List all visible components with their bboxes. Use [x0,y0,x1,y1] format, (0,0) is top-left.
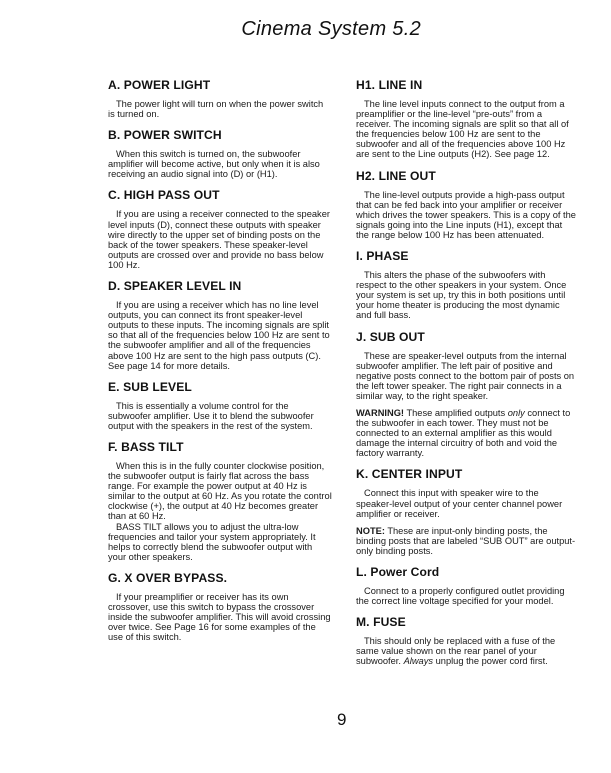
section-text: The line level inputs connect to the output from a preamplifier or the line-level “pre-outs” from a receiver. The incoming signals are split so that all of the frequencies below 100 Hz are sent to the subwoofer and all of the frequencies above 100 Hz are sent to the Line outputs (H2). See page 12. [356,99,569,160]
page-number: 9 [337,710,347,729]
section-text: The line-level outputs provide a high-pass output that can be fed back into your amplifier or receiver which drives the tower speakers. This is a copy of the signals going into the Line inputs (H1), except that the range below 100 Hz has been attenuated. [356,189,576,240]
section-heading: H2. LINE OUT [356,168,436,183]
section-text: If you are using a receiver which has no line level outputs, you can connect its front speaker-level outputs to these inputs. The incoming signals are split so that all of the frequencies below 100 Hz are sent to the subwoofer amplifier and all of the frequencies above 100 Hz are sent to the high pass outputs (C). See page 14 for more details. [108,300,330,371]
section-speaker-level-in [108,279,332,371]
section-heading: H1. LINE IN [356,78,423,92]
note-text: NOTE: These are input-only binding posts, the binding posts that are labeled “SUB OUT” are output-only binding posts. [356,525,576,556]
section-text: Connect to a properly configured outlet providing the correct line voltage specified for your model. [356,586,565,607]
section-power-light [108,78,332,119]
section-bass-tilt [108,440,332,562]
section-heading: L. Power Cord [356,565,440,579]
section-x-over-bypass [108,571,332,642]
section-line-in [356,78,577,160]
section-heading: M. FUSE [356,615,406,630]
section-text: These are speaker-level outputs from the internal subwoofer amplifier. The left pair of positive and negative posts connect to the bottom pair of posts on the left tower speaker. The right pair connects in a similar way, to the right speaker. [356,350,575,401]
section-line-out [356,169,577,240]
section-sub-level [108,380,332,431]
section-text: When this is in the fully counter clockwise position, the subwoofer output is fairly flat across the bass range. For example the power output at 40 Hz is similar to the output at 60 Hz. As you rotate the control clockwise (+), the output at 40 Hz becomes greater than at 60 Hz. [108,460,332,522]
section-heading: C. HIGH PASS OUT [108,188,220,203]
section-power-cord [356,565,577,606]
warning-label: WARNING! [356,407,405,418]
note-label: NOTE: [356,525,385,536]
section-text: This is essentially a volume control for the subwoofer amplifier. Use it to blend the subwoofer output with the speakers in the rest of the system. [108,400,314,431]
section-heading: F. BASS TILT [108,439,184,454]
section-heading: A. POWER LIGHT [108,78,211,92]
section-heading: D. SPEAKER LEVEL IN [108,279,242,294]
section-fuse [356,615,577,666]
section-text: If your preamplifier or receiver has its own crossover, use this switch to bypass the crossover inside the subwoofer amplifier. This will avoid crossing over twice. See Page 16 for some examples of the use of this switch. [108,591,331,643]
section-high-pass-out [108,188,332,270]
section-text: When this switch is turned on, the subwoofer amplifier will become active, but only when it is also receiving an audio signal into (D) or (H1). [108,149,320,180]
section-text: This should only be replaced with a fuse of the same value shown on the rear panel of your subwoofer. Always unplug the power cord first. [356,636,556,667]
section-text: This alters the phase of the subwoofers with respect to the other speakers in your system. Once your system is set up, try this in both positions until your home theater is producing the most dynamic and full bass. [356,270,567,321]
section-heading: K. CENTER INPUT [356,467,463,482]
page-header-title: Cinema System 5.2 [241,18,421,40]
section-heading: J. SUB OUT [356,329,425,344]
section-heading: E. SUB LEVEL [108,379,192,394]
section-phase [356,249,577,320]
section-text: BASS TILT allows you to adjust the ultra-low frequencies and tailor your system appropriately. It helps to correctly blend the subwoofer output with your other speakers. [108,521,316,562]
section-sub-out [356,330,577,459]
section-heading: G. X OVER BYPASS. [108,570,228,585]
section-text: The power light will turn on when the power switch is turned on. [108,99,324,120]
section-power-switch [108,128,332,179]
section-center-input [356,467,577,556]
section-text: If you are using a receiver connected to the speaker level inputs (D), connect these outputs with speaker wire directly to the upper set of binding posts on the back of the tower speakers. These speaker-level outputs are crossed over and provide no bass below 100 Hz. [108,209,330,270]
section-heading: B. POWER SWITCH [108,128,222,143]
section-text: Connect this input with speaker wire to the speaker-level output of your center channel power amplifier or receiver. [356,488,563,519]
left-column [108,78,332,651]
right-column [356,78,577,675]
warning-text: WARNING! These amplified outputs only connect to the subwoofer in each tower. They must not be connected to an external amplifier as this would damage the internal circuitry of both and void the factory warranty. [356,407,571,459]
section-heading: I. PHASE [356,249,409,264]
